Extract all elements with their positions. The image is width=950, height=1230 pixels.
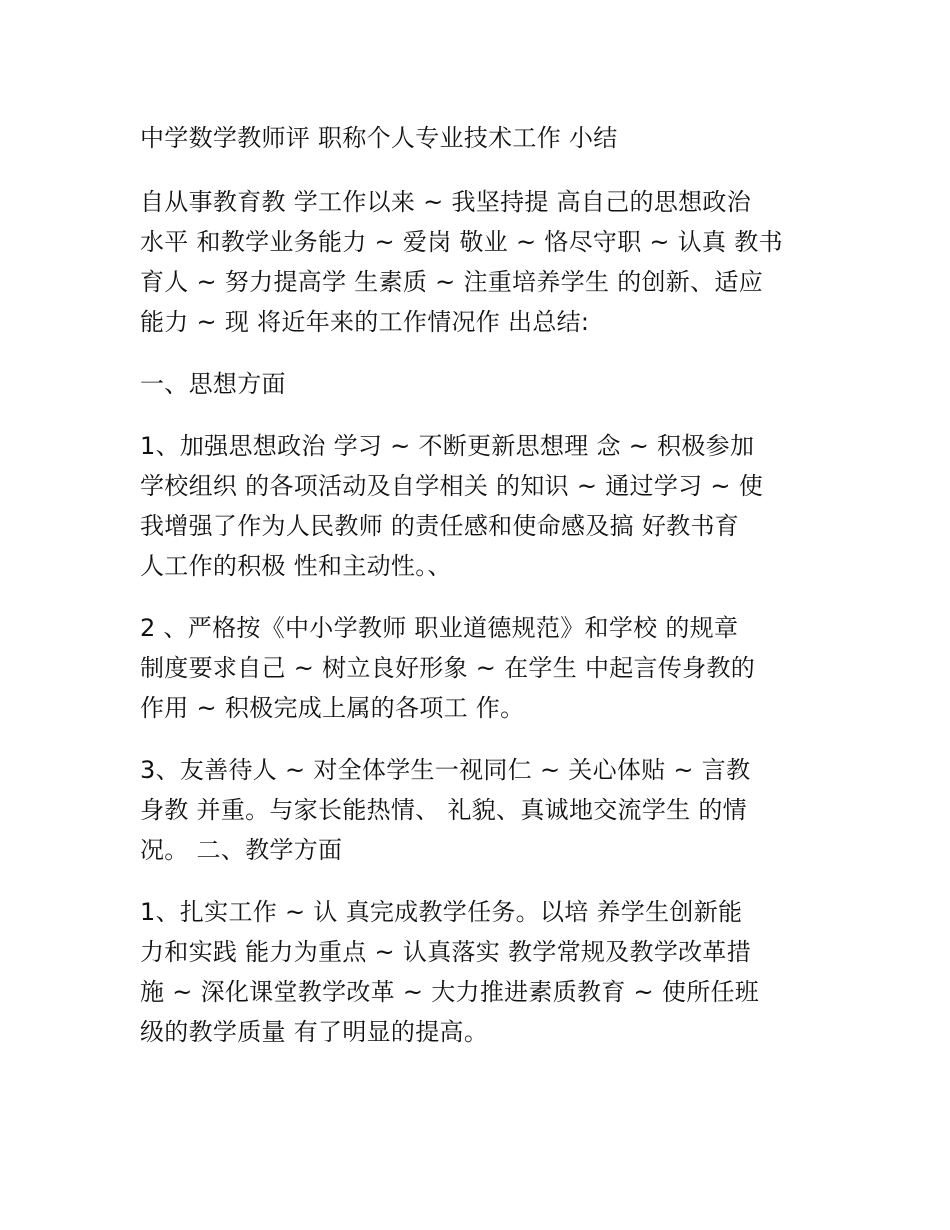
paragraph-ideology-3 [140,750,810,870]
text-line: 力和实践 能力为重点 ~ 认真落实 教学常规及教学改革措 [140,938,752,966]
text-line: 能力 ~ 现 将近年来的工作情况作 出总结: [140,308,590,336]
text-line: 水平 和教学业务能力 ~ 爱岗 敬业 ~ 恪尽守职 ~ 认真 教书 [140,228,783,256]
text-line: 2 、严格按《中小学教师 职业道德规范》和学校 的规章 [140,614,739,642]
document-body [140,118,810,1074]
text-line: 制度要求自己 ~ 树立良好形象 ~ 在学生 中起言传身教的 [140,654,756,682]
text-line: 学校组织 的各项活动及自学相关 的知识 ~ 通过学习 ~ 使 [140,472,763,500]
paragraph-ideology-2 [140,608,810,728]
text-line: 级的教学质量 有了明显的提高。 [140,1018,489,1046]
text-line: 一、思想方面 [140,370,286,398]
text-line: 身教 并重。与家长能热情、 礼貌、真诚地交流学生 的情 [140,796,747,824]
title-line: 中学数学教师评 职称个人专业技术工作 小结 [140,124,618,152]
text-line: 我增强了作为人民教师 的责任感和使命感及搞 好教书育 [140,512,740,540]
text-line: 人工作的积极 性和主动性。、 [140,552,452,580]
text-line: 自从事教育教 学工作以来 ~ 我坚持提 高自己的思想政治 [140,188,752,216]
paragraph-teaching-1 [140,892,810,1052]
text-line: 况。 二、教学方面 [140,836,343,864]
text-line: 育人 ~ 努力提高学 生素质 ~ 注重培养学生 的创新、适应 [140,268,763,296]
document-title [140,118,810,158]
text-line: 1、加强思想政治 学习 ~ 不断更新思想理 念 ~ 积极参加 [140,432,755,460]
text-line: 3、友善待人 ~ 对全体学生一视同仁 ~ 关心体贴 ~ 言教 [140,756,751,784]
section-heading-ideology [140,364,810,404]
text-line: 施 ~ 深化课堂教学改革 ~ 大力推进素质教育 ~ 使所任班 [140,978,760,1006]
paragraph-intro [140,182,810,342]
paragraph-ideology-1 [140,426,810,586]
text-line: 作用 ~ 积极完成上属的各项工 作。 [140,694,525,722]
text-line: 1、扎实工作 ~ 认 真完成教学任务。以培 养学生创新能 [140,898,743,926]
